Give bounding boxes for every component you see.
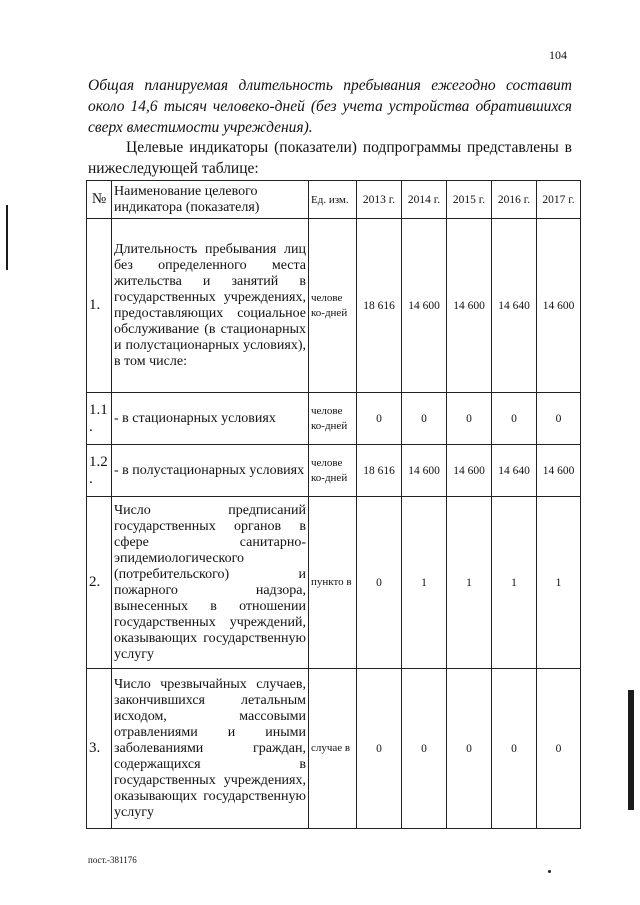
row-value-2017: 0 [537,393,581,445]
scan-artifact-right [628,690,634,810]
indicators-table [86,180,581,829]
table-intro-paragraph: Целевые индикаторы (показатели) подпрограммы представлены в нижеследующей таблице: [88,139,572,177]
page-number: 104 [549,48,567,62]
row-value-2015: 0 [447,393,492,445]
row-value-2014: 0 [402,393,447,445]
row-value-2017: 0 [537,669,581,829]
row-value-2013: 0 [357,393,402,445]
row-num: 1.1 . [87,393,112,445]
table-row [87,445,581,497]
row-value-2015: 0 [447,669,492,829]
header-year-2017: 2017 г. [537,181,581,219]
row-value-2014: 1 [402,497,447,669]
row-value-2016: 0 [492,393,537,445]
row-value-2013: 0 [357,497,402,669]
row-name: - в полустационарных условиях [112,445,309,497]
row-unit: челове ко-дней [309,393,357,445]
row-value-2014: 0 [402,669,447,829]
row-value-2014: 14 600 [402,219,447,393]
table-header-row [87,181,581,219]
header-year-2015: 2015 г. [447,181,492,219]
intro-paragraph: Общая планируемая длительность пребывания ежегодно составит около 14,6 тысяч человеко-дней (без учета устройства обратившихся сверх вместимости учреждения). [88,77,572,136]
row-value-2017: 14 600 [537,219,581,393]
header-unit: Ед. изм. [309,181,357,219]
row-value-2016: 0 [492,669,537,829]
row-num: 2. [87,497,112,669]
row-name: Число чрезвычайных случаев, закончившихся летальным исходом, массовыми отравлениями и иными заболеваниями граждан, содержащихся в государственных учреждениях, оказывающих государственную услугу [112,669,309,829]
row-num: 1.2 . [87,445,112,497]
row-value-2013: 18 616 [357,219,402,393]
row-num: 3. [87,669,112,829]
row-unit: челове ко-дней [309,445,357,497]
row-num: 1. [87,219,112,393]
row-value-2015: 1 [447,497,492,669]
row-value-2017: 1 [537,497,581,669]
table-row [87,497,581,669]
row-value-2016: 14 640 [492,445,537,497]
header-num: № [87,181,112,219]
table-row [87,669,581,829]
header-year-2013: 2013 г. [357,181,402,219]
row-name: - в стационарных условиях [112,393,309,445]
scan-artifact-left [6,205,8,270]
row-value-2013: 0 [357,669,402,829]
header-year-2014: 2014 г. [402,181,447,219]
row-value-2017: 14 600 [537,445,581,497]
header-year-2016: 2016 г. [492,181,537,219]
row-value-2016: 14 640 [492,219,537,393]
row-value-2015: 14 600 [447,219,492,393]
row-value-2015: 14 600 [447,445,492,497]
table-row [87,393,581,445]
row-value-2014: 14 600 [402,445,447,497]
header-name: Наименование целевого индикатора (показателя) [112,181,309,219]
row-value-2016: 1 [492,497,537,669]
row-value-2013: 18 616 [357,445,402,497]
row-unit: случае в [309,669,357,829]
scan-speck [548,870,551,873]
row-name: Длительность пребывания лиц без определенного места жительства и занятий в государственных учреждениях, предоставляющих социальное обслуживание (в стационарных и полустационарных условиях), в том числе: [112,219,309,393]
row-unit: челове ко-дней [309,219,357,393]
table-row [87,219,581,393]
footer-code: пост.-381176 [88,855,137,865]
row-unit: пункто в [309,497,357,669]
row-name: Число предписаний государственных органов в сфере санитарно-эпидемиологического (потребительского) и пожарного надзора, вынесенных в отношении государственных учреждений, оказывающих государственную услугу [112,497,309,669]
